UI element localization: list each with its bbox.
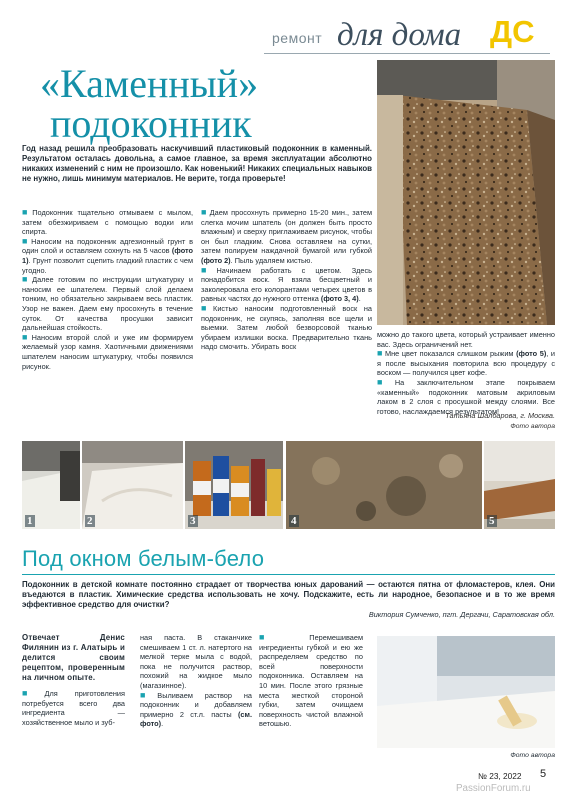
bullet-icon: ■ <box>201 264 215 275</box>
paragraph <box>201 304 372 352</box>
step-photo-1 <box>22 441 80 529</box>
paragraph <box>22 237 193 275</box>
paragraph-text: Подоконник тщательно отмываем с мылом, затем обезжириваем с помощью водки или спирта. <box>22 208 193 237</box>
article-column-1 <box>22 208 193 371</box>
paragraph-text: Наносим на подоконник адгезионный грунт в один слой и оставляем сохнуть на 5 часов <box>22 236 194 256</box>
paragraph-text: Далее готовим по инструкции штукатурку и наносим ее шпателем. Первый слой делаем тонким, но обязательно закрываем весь пластик. Узор не важен. Даем ему просохнуть в течение суток. От качества просушки зависит дальнейшая стойкость. <box>22 275 193 333</box>
paragraph <box>22 208 193 237</box>
cleaning-windowsill-photo <box>377 636 555 748</box>
bullet-icon: ■ <box>22 274 31 285</box>
paragraph <box>201 208 372 266</box>
bullet-icon: ■ <box>22 331 30 342</box>
header-divider <box>264 53 550 54</box>
paragraph-text: . <box>358 294 361 304</box>
photo-number: 3 <box>190 515 196 527</box>
bullet-icon: ■ <box>22 235 30 246</box>
bullet-icon: ■ <box>377 376 393 387</box>
step-photo-2 <box>82 441 183 529</box>
bullet-icon: ■ <box>259 632 308 642</box>
reader-question: Подоконник в детской комнате постоянно страдает от творчества юных дарований — остаются пятна от фломастеров, клея. Они въедаются в пластик. Химические средства использовать не хочу. Подскажите, есть ли народное, безопасное и в то же время эффективное средство для очистки? <box>22 580 555 609</box>
stone-windowsill-photo <box>377 60 555 325</box>
step-photo-4 <box>286 441 482 529</box>
photo-credit: Фото автора <box>510 423 555 430</box>
paragraph-text: Мне цвет показался слишком рыжим <box>385 349 517 359</box>
paragraph <box>22 689 125 727</box>
question-signature: Виктория Сумченко, пгт. Дергачи, Саратовская обл. <box>368 610 555 619</box>
photo-credit-2: Фото автора <box>510 752 555 759</box>
article-lead: Год назад решила преобразовать наскучивший пластиковый подоконник в каменный. Результатом осталась довольна, а самое главное, за время эксплуатации абсолютно никаких изменений с ним не произошло. Как новенький! Никаких специальных навыков не нужно, лишь минимум материалов. Не верите, тогда проверьте! <box>22 144 372 183</box>
answer-column-2 <box>140 633 252 729</box>
article-column-3 <box>377 330 555 416</box>
article-column-2 <box>201 208 372 352</box>
photo-reference: (см. фото) <box>140 709 252 729</box>
author-signature: Татьяна Шалбарова, г. Москва. <box>445 411 555 420</box>
paragraph-text: Для приготовления потребуется всего два ингредиента — хозяйственное мыло и зуб- <box>22 689 126 727</box>
step-photo-3 <box>185 441 283 529</box>
paragraph <box>259 633 363 729</box>
article2-divider <box>22 574 555 575</box>
paragraph <box>377 349 555 378</box>
step-photo-5 <box>484 441 555 529</box>
photo-reference: (фото 5) <box>516 349 547 359</box>
paragraph-text: , и я после высыхания повторила всю процедуру с воском — получился цвет кофе. <box>377 349 555 378</box>
paragraph-text: На заключительном этапе покрываем «каменный» подоконник матовым акриловым лаком в 2 слоя с просушкой между слоями. Все готово, наслаждаемся результатом! <box>377 377 556 416</box>
paragraph-text: Даем просохнуть примерно 15-20 мин., затем слегка мочим шпатель (он должен быть просто влажным) и сверху приглаживаем рисунок, чтобы он был гладким. Снова оставляем на сутки, затем полируем наждачной бумагой или губкой <box>201 208 372 256</box>
photo-reference: (фото 1) <box>22 246 193 265</box>
paragraph-text: Выливаем раствор на подоконник и добавляем примерно 2 ст.л. пасты <box>140 690 253 719</box>
paragraph-text: Перемешиваем ингредиенты губкой и ею же распределяем средство по всей поверхности подоконника. Оставляем на 10 мин. После этого грязные места жесткой стороной губки, затем очищаем поверхность чистой влажной ветошью. <box>259 633 363 729</box>
photo-number: 2 <box>87 515 93 527</box>
bullet-icon: ■ <box>201 207 208 217</box>
answer-intro: Отвечает Денис Филянин из г. Алатырь и делится своим рецептом, проверенным на личном опыте. <box>22 633 125 682</box>
paragraph-text: Начинаем работать с цветом. Здесь понадобится воск. Я взяла бесцветный и заколеровала его колорантами четырех цветов в равных частях до нужного оттенка <box>201 265 372 304</box>
bullet-icon: ■ <box>22 688 43 698</box>
photo-reference: (фото 3, 4) <box>320 294 359 304</box>
paragraph-text: . Грунт позволит сцепить гладкий пластик с чем угодно. <box>22 255 193 275</box>
paragraph-text: ная паста. В стаканчике смешиваем 1 ст. л. натертого на мелкой терке мыла с водой, пока не получится раствор, похожий на жидкое мыло (магазинное). <box>140 633 252 690</box>
paragraph <box>201 266 372 304</box>
section-rubric: ремонт <box>272 30 323 46</box>
photo-number: 5 <box>489 515 495 527</box>
article2-title: Под окном белым-бело <box>22 546 265 571</box>
issue-number: № 23, 2022 <box>478 771 522 781</box>
paragraph-text: . Пыль удаляем кистью. <box>230 255 313 265</box>
magazine-logo: ДС <box>490 14 535 49</box>
bullet-icon: ■ <box>22 207 31 217</box>
paragraph <box>140 691 252 729</box>
paragraph <box>377 330 555 349</box>
article-title-line2: подоконник <box>50 101 252 146</box>
bullet-icon: ■ <box>140 689 156 700</box>
paragraph <box>140 633 252 691</box>
answer-column-1 <box>22 633 125 727</box>
paragraph <box>22 333 193 371</box>
photo-number: 4 <box>291 515 297 527</box>
article-title-line1: «Каменный» <box>40 61 259 106</box>
paragraph-text: можно до такого цвета, который устраивает именно вас. Здесь ограничений нет. <box>377 330 555 349</box>
page-number: 5 <box>540 768 547 780</box>
bullet-icon: ■ <box>201 302 212 313</box>
answer-column-3 <box>259 633 363 729</box>
photo-number: 1 <box>27 515 33 527</box>
paragraph-text: Наносим второй слой и уже им формируем желаемый узор камня. Хаотичными движениями шпателем наносим штукатурку, чтобы появился рисунок. <box>22 332 193 371</box>
section-title: для дома <box>337 17 462 53</box>
photo-reference: (фото 2) <box>201 255 231 265</box>
answer-column-1-body <box>22 689 125 727</box>
paragraph <box>22 275 193 333</box>
paragraph-text: . <box>161 719 164 729</box>
paragraph-text: Кистью наносим подготовленный воск на подоконник, не скупясь, заполняя все щели и выемки. Затем любой безворсовой тканью убираем излишки воска. Предварительно ткань надо смочить. Убирать воск <box>201 303 372 352</box>
watermark: PassionForum.ru <box>456 783 531 794</box>
bullet-icon: ■ <box>377 348 383 359</box>
